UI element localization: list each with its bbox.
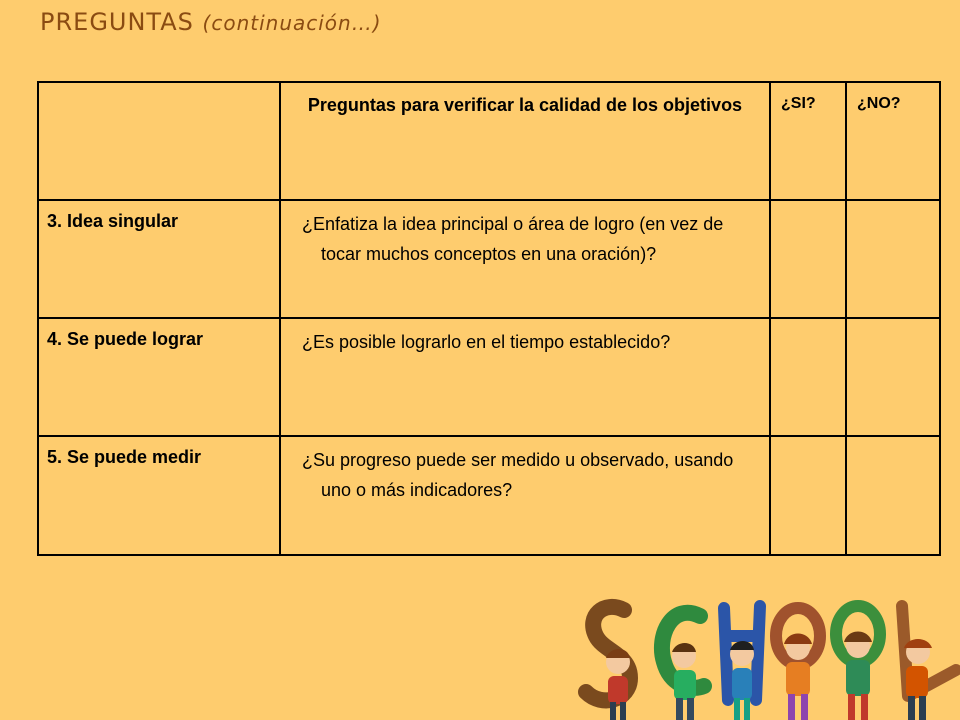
school-kids-clipart xyxy=(572,596,960,720)
title-subtitle: (continuación…) xyxy=(202,11,382,35)
objectives-quality-table xyxy=(37,81,941,556)
table-row xyxy=(38,200,940,318)
criterion-cell: 5. Se puede medir xyxy=(38,436,280,555)
header-no-cell: ¿NO? xyxy=(846,82,940,200)
letter-l-kid xyxy=(902,606,956,720)
header-question-cell: Preguntas para verificar la calidad de los objetivos xyxy=(280,82,770,200)
letter-s-kid xyxy=(586,607,630,720)
title-main: PREGUNTAS xyxy=(40,8,194,36)
no-answer-cell[interactable] xyxy=(846,318,940,436)
question-cell xyxy=(280,436,770,555)
yes-answer-cell[interactable] xyxy=(770,200,846,318)
criterion-cell: 3. Idea singular xyxy=(38,200,280,318)
letter-o2-kid xyxy=(836,606,880,720)
no-answer-cell[interactable] xyxy=(846,200,940,318)
question-text: ¿Su progreso puede ser medido u observado, usando uno o más indicadores? xyxy=(302,450,734,500)
letter-h-kid xyxy=(724,606,760,720)
yes-answer-cell[interactable] xyxy=(770,318,846,436)
question-cell xyxy=(280,318,770,436)
table-header-row xyxy=(38,82,940,200)
question-text: ¿Enfatiza la idea principal o área de logro (en vez de tocar muchos conceptos en una oración)? xyxy=(302,214,724,264)
table-row xyxy=(38,318,940,436)
table-row xyxy=(38,436,940,555)
question-text: ¿Es posible lograrlo en el tiempo establecido? xyxy=(302,332,671,352)
letter-c-kid xyxy=(662,613,704,720)
yes-answer-cell[interactable] xyxy=(770,436,846,555)
letter-o-kid xyxy=(776,608,820,720)
question-cell xyxy=(280,200,770,318)
header-criterion-cell xyxy=(38,82,280,200)
no-answer-cell[interactable] xyxy=(846,436,940,555)
slide-title xyxy=(40,8,382,36)
header-yes-cell: ¿SI? xyxy=(770,82,846,200)
criterion-cell: 4. Se puede lograr xyxy=(38,318,280,436)
